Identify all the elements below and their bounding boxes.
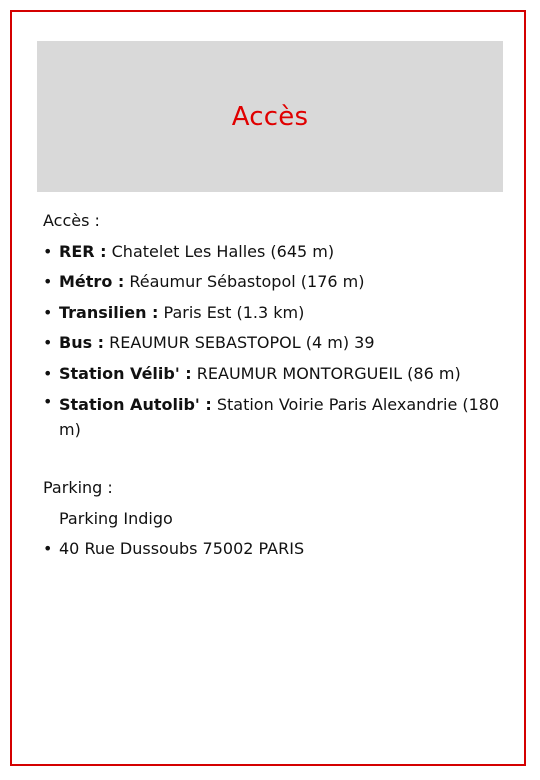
access-list bbox=[43, 237, 513, 446]
access-heading: Accès : bbox=[43, 211, 100, 230]
access-item-velib: • Station Vélib' : REAUMUR MONTORGUEIL (86 m) bbox=[43, 359, 513, 390]
access-section bbox=[43, 206, 513, 565]
access-item-autolib: • Station Autolib' : Station Voirie Paris Alexandrie (180 m) bbox=[43, 389, 513, 445]
title-banner bbox=[37, 41, 503, 192]
parking-list bbox=[43, 534, 513, 565]
parking-heading: Parking : bbox=[43, 478, 113, 497]
access-item-metro: • Métro : Réaumur Sébastopol (176 m) bbox=[43, 267, 513, 298]
parking-address: • 40 Rue Dussoubs 75002 PARIS bbox=[43, 534, 513, 565]
access-item-transilien: • Transilien : Paris Est (1.3 km) bbox=[43, 298, 513, 329]
access-item-rer: • RER : Chatelet Les Halles (645 m) bbox=[43, 237, 513, 268]
section-spacer bbox=[43, 445, 513, 473]
page-title: Accès bbox=[231, 101, 309, 132]
parking-name: Parking Indigo bbox=[59, 508, 173, 528]
access-item-bus: • Bus : REAUMUR SEBASTOPOL (4 m) 39 bbox=[43, 328, 513, 359]
